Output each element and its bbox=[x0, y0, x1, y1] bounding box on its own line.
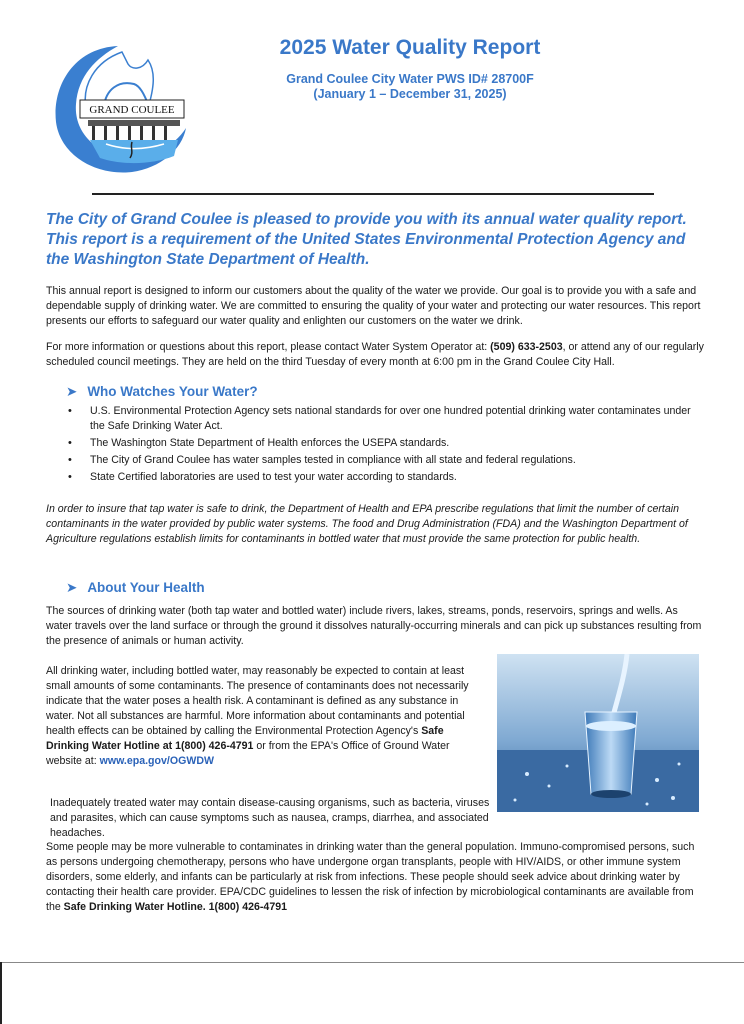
contact-after: , or attend any of our regularly scheduled council meetings. They are held on the third Tuesday of every month at 6:00 pm in the Grand Coulee City Hall. bbox=[46, 341, 704, 368]
list-item: • U.S. Environmental Protection Agency sets national standards for over one hundred potential drinking water contaminates under the Safe Drinking Water Act. bbox=[66, 404, 706, 434]
arrow-bullet-icon: ➤ bbox=[66, 580, 78, 595]
list-item: • The City of Grand Coulee has water samples tested in compliance with all state and federal regulations. bbox=[66, 453, 706, 468]
contaminants-paragraph bbox=[46, 664, 486, 769]
contact-before: For more information or questions about this report, please contact Water System Operator at: bbox=[46, 341, 491, 353]
sources-paragraph: The sources of drinking water (both tap water and bottled water) include rivers, lakes, streams, ponds, reservoirs, springs and wells. As water travels over the land surface or through the ground it dissolves naturally-occurring minerals and can pick up substances resulting from the presence of animals or human activity. bbox=[46, 605, 702, 647]
list-item: • State Certified laboratories are used to test your water according to standards. bbox=[66, 470, 706, 485]
who-watches-title: Who Watches Your Water? bbox=[87, 384, 258, 399]
contact-phone: (509) 633-2503 bbox=[490, 341, 563, 353]
intro-heading: The City of Grand Coulee is pleased to provide you with its annual water quality report. This report is a requirement of the United States Environmental Protection Agency and the Washington State Department of Health. bbox=[46, 211, 687, 268]
report-subtitle bbox=[200, 72, 620, 102]
report-title: 2025 Water Quality Report bbox=[279, 36, 541, 59]
about-health-title: About Your Health bbox=[87, 580, 205, 595]
bottom-divider bbox=[0, 962, 744, 963]
scan-edge-line bbox=[0, 962, 2, 1024]
about-health-heading bbox=[66, 580, 205, 596]
vulnerable-hotline: Safe Drinking Water Hotline. 1(800) 426-4791 bbox=[63, 901, 288, 913]
list-item: • The Washington State Department of Health enforces the USEPA standards. bbox=[66, 436, 706, 451]
who-watches-heading bbox=[66, 384, 258, 400]
epa-website-link[interactable]: www.epa.gov/OGWDW bbox=[99, 755, 214, 767]
contaminants-after: or from the EPA's Office of Ground Water website at: bbox=[46, 740, 450, 767]
contaminants-text: All drinking water, including bottled water, may reasonably be expected to contain at least small amounts of some contaminants. The presence of contaminants does not necessarily indicate that the water poses a health risk. A contaminant is defined as any substance in water. Not all substances are harmful. More information about contaminants and potential health effects can be obtained by calling the Environmental Protection Agency's bbox=[46, 665, 469, 737]
city-logo bbox=[44, 38, 194, 178]
arrow-bullet-icon: ➤ bbox=[66, 384, 78, 399]
water-glass-photo bbox=[497, 654, 699, 812]
date-range-line: (January 1 – December 31, 2025) bbox=[313, 87, 507, 101]
contact-paragraph bbox=[46, 340, 706, 370]
vulnerable-text: Some people may be more vulnerable to contaminates in drinking water than the general population. Immuno-compromised persons, such as persons undergoing chemotherapy, persons who have undergone organ transplants, people with HIV/AIDS, or other immune system disorders, some elderly, and infants can be particularly at risk from infections. These people should seek advice about drinking water by contacting their health care provider. EPA/CDC guidelines to lessen the risk of infection by microbiological contaminants are available from the bbox=[46, 841, 695, 913]
hotline-text: Safe Drinking Water Hotline at 1(800) 426-4791 bbox=[46, 725, 444, 752]
intro-paragraph: This annual report is designed to inform our customers about the quality of the water we provide. Our goal is to provide you with a safe and dependable supply of drinking water. We are committed to ensuring the quality of your water and protecting our water resources. This report presents our efforts to safeguard our water quality and enlighten our customers on the water we drink. bbox=[46, 285, 701, 327]
regulations-paragraph: In order to insure that tap water is safe to drink, the Department of Health and EPA prescribe regulations that limit the number of certain contaminants in the water provided by public water systems. The food and Drug Administration (FDA) and the Washington Department of Agriculture regulations establish limits for contaminants in bottled water that must provide the same protection for public health. bbox=[46, 503, 688, 545]
vulnerable-paragraph bbox=[46, 840, 706, 915]
pws-id-line: Grand Coulee City Water PWS ID# 28700F bbox=[286, 72, 534, 86]
organisms-paragraph: Inadequately treated water may contain disease-causing organisms, such as bacteria, viruses and parasites, which can cause symptoms such as nausea, cramps, diarrhea, and associated headaches. bbox=[50, 797, 490, 839]
header-divider bbox=[92, 193, 654, 195]
who-watches-list bbox=[66, 404, 706, 487]
logo-text: GRAND COULEE bbox=[89, 104, 175, 116]
